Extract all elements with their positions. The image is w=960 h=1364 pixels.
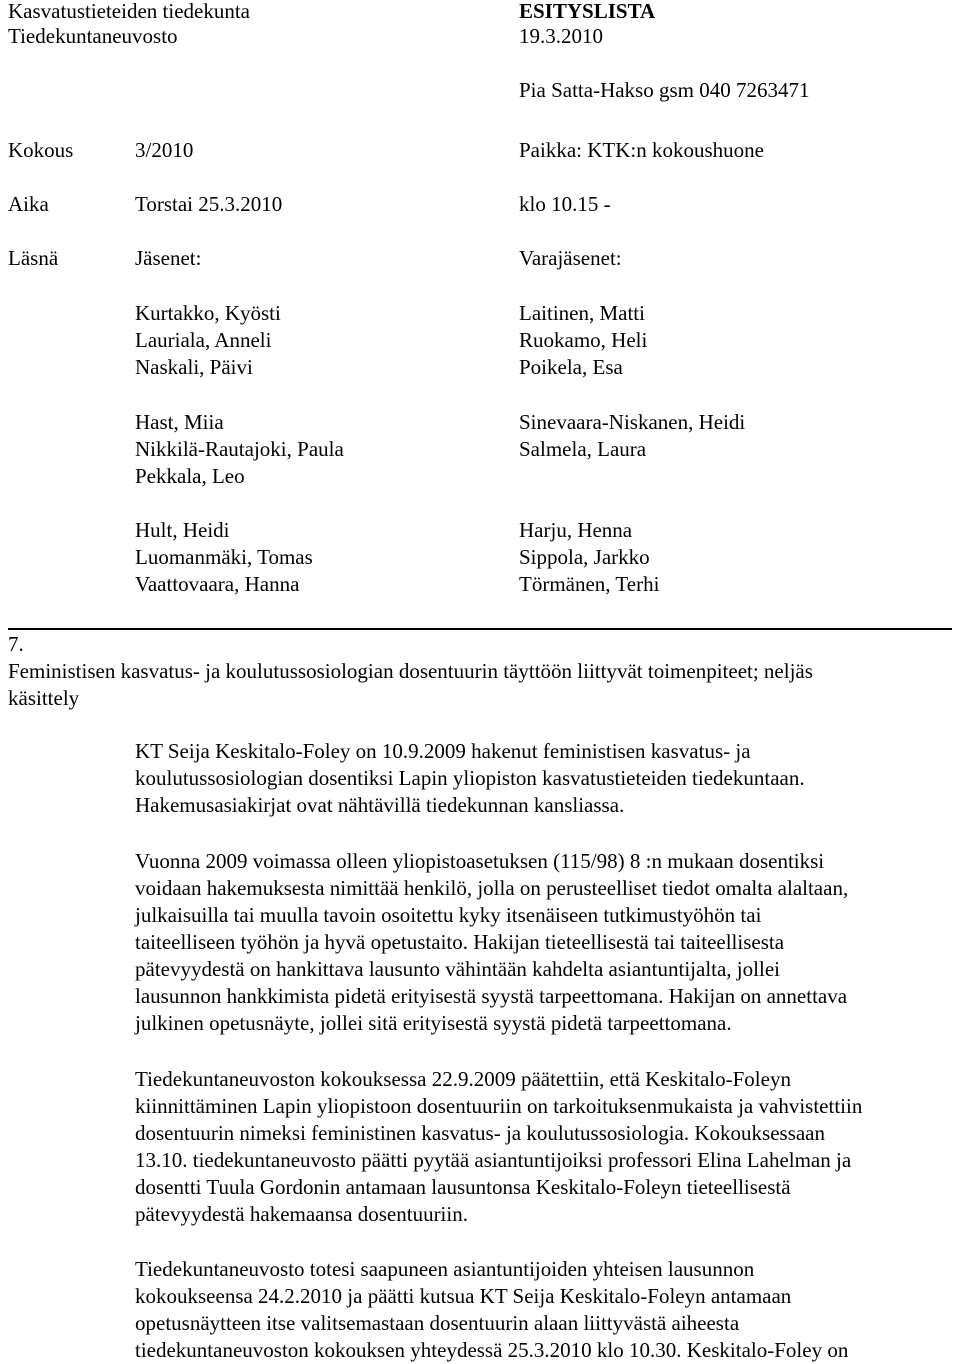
- paragraph-line: kokoukseensa 24.2.2010 ja päätti kutsua KT Seija Keskitalo-Foleyn antamaan: [135, 1284, 792, 1308]
- paragraph-line: Hakemusasiakirjat ovat nähtävillä tiedekunnan kansliassa.: [135, 793, 625, 817]
- member-name: Naskali, Päivi: [135, 355, 253, 379]
- deputy-name: Sippola, Jarkko: [519, 545, 650, 569]
- item-paragraph-4: [135, 1256, 955, 1364]
- member-group-3: [135, 517, 313, 598]
- meeting-time: klo 10.15 -: [519, 192, 611, 216]
- deputies-heading: Varajäsenet:: [519, 246, 622, 270]
- document-type: ESITYSLISTA: [519, 0, 656, 23]
- item-title-line: Feministisen kasvatus- ja koulutussosiologian dosentuurin täyttöön liittyvät toimenpiteet; neljäs: [8, 659, 813, 683]
- meeting-place: Paikka: KTK:n kokoushuone: [519, 138, 764, 162]
- paragraph-line: dosentti Tuula Gordonin antamaan lausuntonsa Keskitalo-Foleyn tieteellisestä: [135, 1175, 791, 1199]
- deputy-group-1: [519, 300, 647, 381]
- paragraph-line: voidaan hakemuksesta nimittää henkilö, jolla on perusteelliset tiedot omalta alaltaan,: [135, 876, 849, 900]
- member-name: Vaattovaara, Hanna: [135, 572, 300, 596]
- paragraph-line: dosentuurin nimeksi feministinen kasvatus- ja koulutussosiologia. Kokouksessaan: [135, 1121, 826, 1145]
- members-heading: Jäsenet:: [135, 246, 202, 270]
- deputy-name: Ruokamo, Heli: [519, 328, 648, 352]
- agenda-item-heading: [8, 631, 952, 712]
- paragraph-line: 13.10. tiedekuntaneuvosto päätti pyytää asiantuntijoiksi professori Elina Lahelman ja: [135, 1148, 852, 1172]
- deputy-name: Laitinen, Matti: [519, 301, 645, 325]
- paragraph-line: julkinen opetusnäyte, jollei sitä erityisestä syystä pidetä tarpeettomana.: [135, 1011, 732, 1035]
- member-group-2: [135, 409, 344, 490]
- paragraph-line: kiinnittäminen Lapin yliopistoon dosentuuriin on tarkoituksenmukaista ja vahvistettiin: [135, 1094, 863, 1118]
- section-divider: [8, 628, 952, 630]
- kokous-value: 3/2010: [135, 138, 194, 162]
- member-name: Luomanmäki, Tomas: [135, 545, 313, 569]
- item-number: 7.: [8, 632, 24, 656]
- aika-value: Torstai 25.3.2010: [135, 192, 283, 216]
- paragraph-line: KT Seija Keskitalo-Foley on 10.9.2009 hakenut feministisen kasvatus- ja: [135, 739, 751, 763]
- paragraph-line: Vuonna 2009 voimassa olleen yliopistoasetuksen (115/98) 8 :n mukaan dosentiksi: [135, 849, 825, 873]
- member-name: Kurtakko, Kyösti: [135, 301, 281, 325]
- council-name: Tiedekuntaneuvosto: [8, 24, 178, 48]
- paragraph-line: julkaisuilla tai muulla tavoin osoitettu kyky itsenäiseen tutkimustyöhön tai: [135, 903, 762, 927]
- paragraph-line: pätevyydestä on hankittava lausunto vähintään kahdelta asiantuntijalta, jollei: [135, 957, 780, 981]
- deputy-name: Sinevaara-Niskanen, Heidi: [519, 410, 746, 434]
- paragraph-line: lausunnon hankkimista pidetä erityisestä syystä tarpeettomana. Hakijan on annettava: [135, 984, 848, 1008]
- member-name: Hult, Heidi: [135, 518, 230, 542]
- aika-label: Aika: [8, 192, 49, 216]
- item-paragraph-3: [135, 1066, 955, 1228]
- faculty-name: Kasvatustieteiden tiedekunta: [8, 0, 251, 23]
- member-group-1: [135, 300, 281, 381]
- paragraph-line: pätevyydestä hakemaansa dosentuuriin.: [135, 1202, 468, 1226]
- document-date: 19.3.2010: [519, 24, 603, 48]
- deputy-name: Poikela, Esa: [519, 355, 623, 379]
- paragraph-line: Tiedekuntaneuvoston kokouksessa 22.9.2009 päätettiin, että Keskitalo-Foleyn: [135, 1067, 791, 1091]
- deputy-group-2: [519, 409, 745, 463]
- paragraph-line: koulutussosiologian dosentiksi Lapin yliopiston kasvatustieteiden tiedekuntaan.: [135, 766, 805, 790]
- item-paragraph-2: [135, 848, 955, 1037]
- paragraph-line: tiedekuntaneuvoston kokouksen yhteydessä 25.3.2010 klo 10.30. Keskitalo-Foley on: [135, 1338, 849, 1362]
- deputy-name: Törmänen, Terhi: [519, 572, 660, 596]
- item-title-line: käsittely: [8, 686, 80, 710]
- member-name: Hast, Miia: [135, 410, 224, 434]
- deputy-name: Harju, Henna: [519, 518, 633, 542]
- member-name: Pekkala, Leo: [135, 464, 245, 488]
- lasna-label: Läsnä: [8, 246, 59, 270]
- paragraph-line: taiteelliseen työhön ja hyvä opetustaito. Hakijan tieteellisestä tai taiteellisesta: [135, 930, 785, 954]
- member-name: Nikkilä-Rautajoki, Paula: [135, 437, 344, 461]
- deputy-group-3: [519, 517, 659, 598]
- paragraph-line: opetusnäytteen itse valitsemastaan dosentuurin alaan liittyvästä aiheesta: [135, 1311, 740, 1335]
- member-name: Lauriala, Anneli: [135, 328, 272, 352]
- deputy-name: Salmela, Laura: [519, 437, 647, 461]
- paragraph-line: Tiedekuntaneuvosto totesi saapuneen asiantuntijoiden yhteisen lausunnon: [135, 1257, 755, 1281]
- item-paragraph-1: [135, 738, 955, 819]
- kokous-label: Kokous: [8, 138, 74, 162]
- contact-person: Pia Satta-Hakso gsm 040 7263471: [519, 78, 810, 102]
